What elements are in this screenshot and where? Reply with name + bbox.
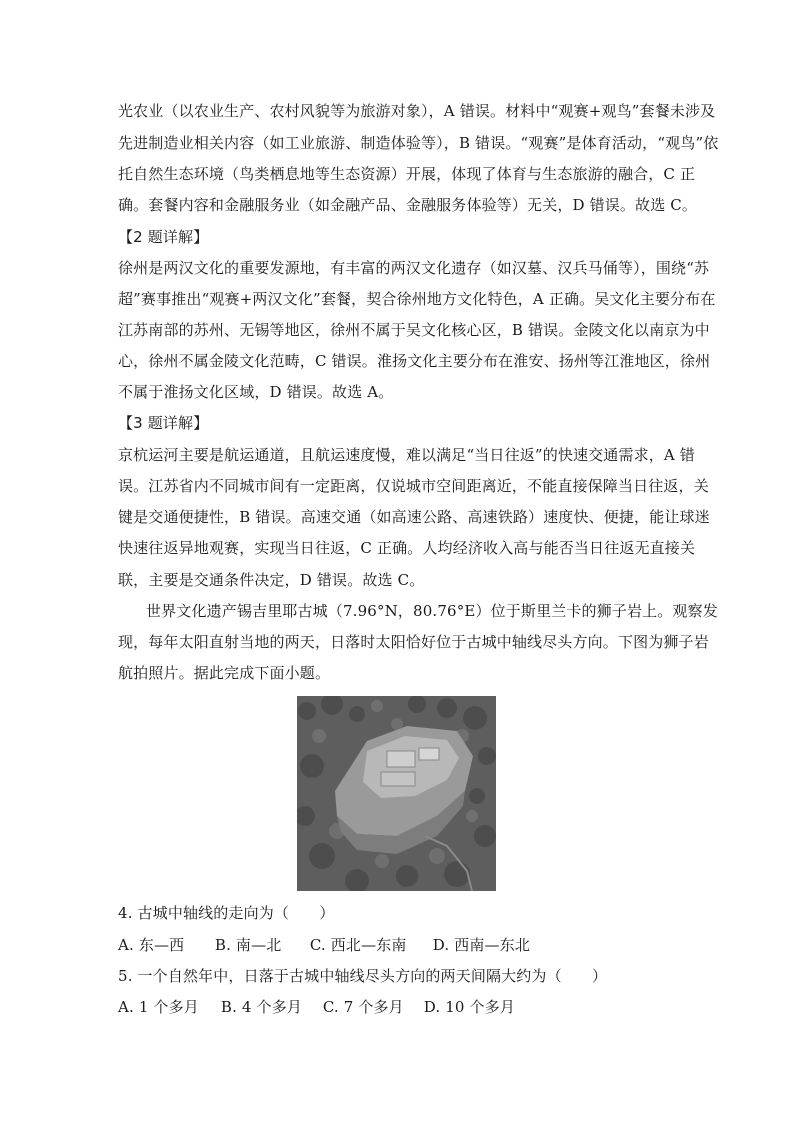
text-line: 京杭运河主要是航运通道，且航运速度慢，难以满足“当日往返”的快速交通需求，A 错 <box>118 446 695 464</box>
text-line: 徐州是两汉文化的重要发源地，有丰富的两汉文化遗存（如汉墓、汉兵马俑等），围绕“苏 <box>118 259 710 277</box>
question-stem: 4. 古城中轴线的走向为（ ） <box>118 904 335 922</box>
text-line: 不属于淮扬文化区域，D 错误。故选 A。 <box>118 383 394 401</box>
material-paragraph-start: 世界文化遗产锡吉里耶古城（7.96°N，80.76°E）位于斯里兰卡的狮子岩上。观察发 <box>146 602 718 620</box>
text-line: 误。江苏省内不同城市间有一定距离，仅说城市空间距离近，不能直接保障当日往返，关 <box>118 477 709 495</box>
option-c[interactable]: C. 西北—东南 <box>309 936 407 954</box>
text-line: 江苏南部的苏州、无锡等地区，徐州不属于吴文化核心区，B 错误。金陵文化以南京为中 <box>118 321 710 339</box>
option-b[interactable]: B. 南—北 <box>214 936 282 954</box>
text-line: 现，每年太阳直射当地的两天，日落时太阳恰好位于古城中轴线尽头方向。下图为狮子岩 <box>118 633 709 651</box>
question-stem: 5. 一个自然年中，日落于古城中轴线尽头方向的两天间隔大约为（ ） <box>118 967 608 985</box>
text-line: 超”赛事推出“观赛+两汉文化”套餐，契合徐州地方文化特色，A 正确。吴文化主要分布在 <box>118 290 716 308</box>
text-line: 先进制造业相关内容（如工业旅游、制造体验等），B 错误。“观赛”是体育活动，“观鸟”依 <box>118 134 719 152</box>
text-line: 快速往返异地观赛，实现当日往返，C 正确。人均经济收入高与能否当日往返无直接关 <box>118 539 696 557</box>
text-line: 心，徐州不属金陵文化范畴，C 错误。淮扬文化主要分布在淮安、扬州等江淮地区，徐州 <box>118 352 711 370</box>
option-a[interactable]: A. 东—西 <box>118 936 185 954</box>
option-d[interactable]: D. 10 个多月 <box>423 998 515 1016</box>
text-line: 键是交通便捷性，B 错误。高速交通（如高速公路、高速铁路）速度快、便捷，能让球迷 <box>118 508 710 526</box>
option-d[interactable]: D. 西南—东北 <box>432 936 530 954</box>
option-a[interactable]: A. 1 个多月 <box>118 998 199 1016</box>
text-line: 确。套餐内容和金融服务业（如金融产品、金融服务体验等）无关，D 错误。故选 C。 <box>118 196 698 214</box>
question-options <box>118 997 515 1017</box>
sigiriya-aerial-photo <box>297 696 496 891</box>
option-b[interactable]: B. 4 个多月 <box>220 998 302 1016</box>
option-c[interactable]: C. 7 个多月 <box>322 998 404 1016</box>
text-line: 航拍照片。据此完成下面小题。 <box>118 664 331 682</box>
section-heading-q3: 【3 题详解】 <box>118 414 209 432</box>
text-line: 光农业（以农业生产、农村风貌等为旅游对象），A 错误。材料中“观赛+观鸟”套餐未涉及 <box>118 102 716 120</box>
text-line: 联，主要是交通条件决定，D 错误。故选 C。 <box>118 571 425 589</box>
text-line: 托自然生态环境（鸟类栖息地等生态资源）开展，体现了体育与生态旅游的融合，C 正 <box>118 165 696 183</box>
question-options <box>118 935 530 955</box>
section-heading-q2: 【2 题详解】 <box>118 228 209 246</box>
